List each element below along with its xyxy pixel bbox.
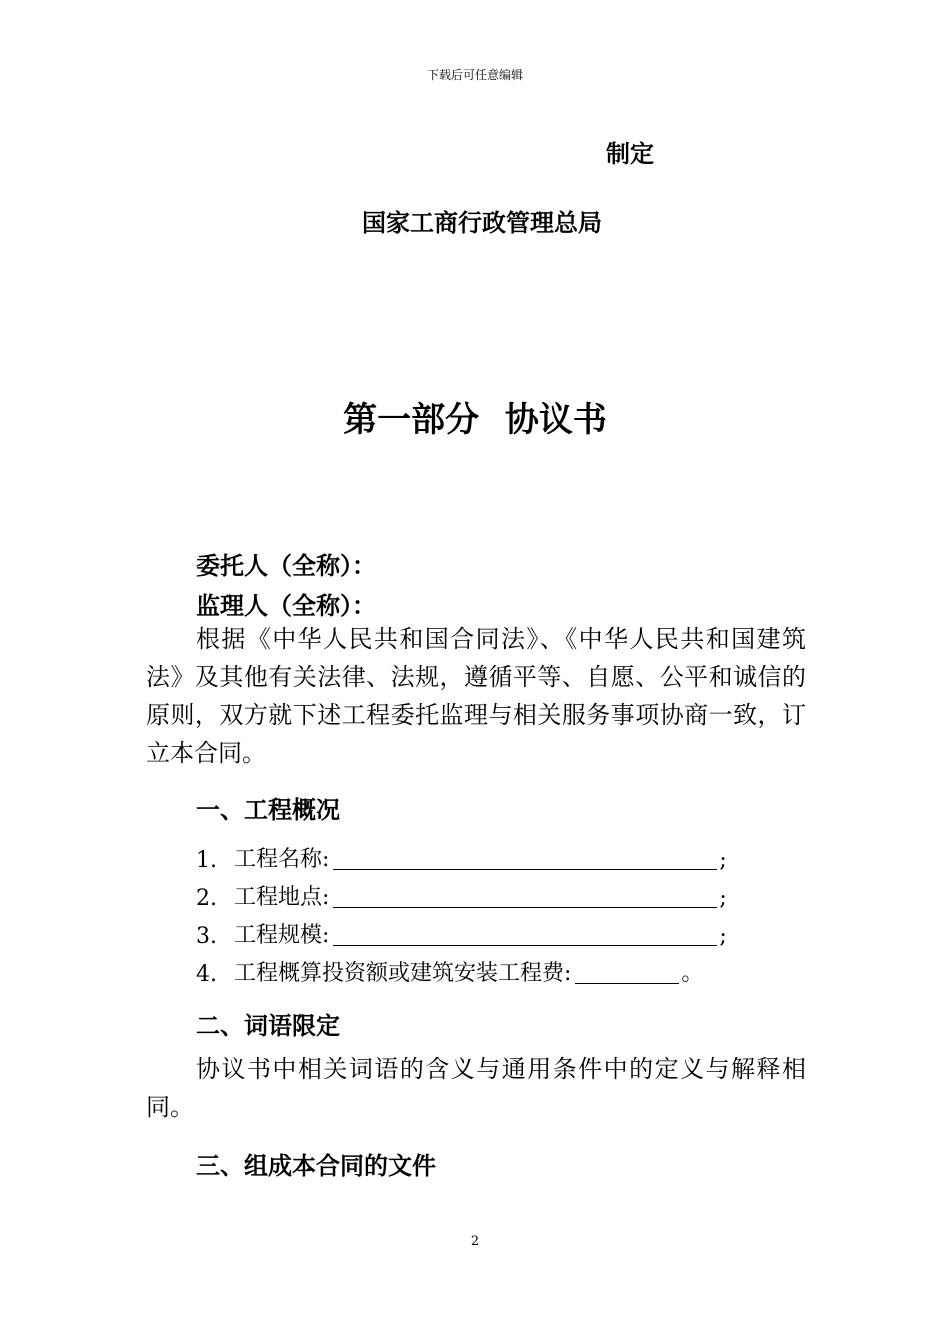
page-number: 2 [470,1234,480,1249]
item-number: 4. [196,962,217,987]
supervisor-label: 监理人（全称）： [196,591,376,620]
item-end-mark: ; [719,886,727,911]
header-note: 下载后可任意编辑 [426,68,523,82]
item-label: 工程地点: [234,885,330,910]
item-number: 1. [196,848,217,873]
item-end-mark: 。 [681,961,704,986]
client-label: 委托人（全称）： [196,551,376,580]
item-label: 工程名称: [234,847,330,872]
section-heading-project-overview: 一、工程概况 [196,795,340,824]
item-number: 2. [196,886,217,911]
item-label: 工程规模: [234,923,330,948]
definitions-paragraph: 协议书中相关词语的含义与通用条件中的定义与解释相同。 [146,1055,806,1121]
issuing-authority: 国家工商行政管理总局 [362,208,602,237]
fill-in-blank[interactable] [575,961,679,984]
item-end-mark: ; [719,848,727,873]
maker-label: 制定 [606,139,654,168]
part-title: 第一部分 协议书 [343,400,607,440]
fill-in-blank[interactable] [333,923,717,946]
section-heading-definitions: 二、词语限定 [196,1011,340,1040]
fill-in-blank[interactable] [333,885,717,908]
intro-paragraph: 根据《中华人民共和国合同法》、《中华人民共和国建筑法》及其他有关法律、法规，遵循平等、自愿、公平和诚信的原则，双方就下述工程委托监理与相关服务事项协商一致，订立本合同。 [146,625,806,767]
project-item-scale [196,918,727,949]
item-number: 3. [196,924,217,949]
fill-in-blank[interactable] [333,847,717,870]
section-heading-contract-documents: 三、组成本合同的文件 [196,1151,436,1180]
item-end-mark: ; [719,924,727,949]
project-item-location [196,880,727,911]
item-label: 工程概算投资额或建筑安装工程费: [234,961,572,986]
project-item-investment [196,956,703,987]
project-item-name [196,842,727,873]
